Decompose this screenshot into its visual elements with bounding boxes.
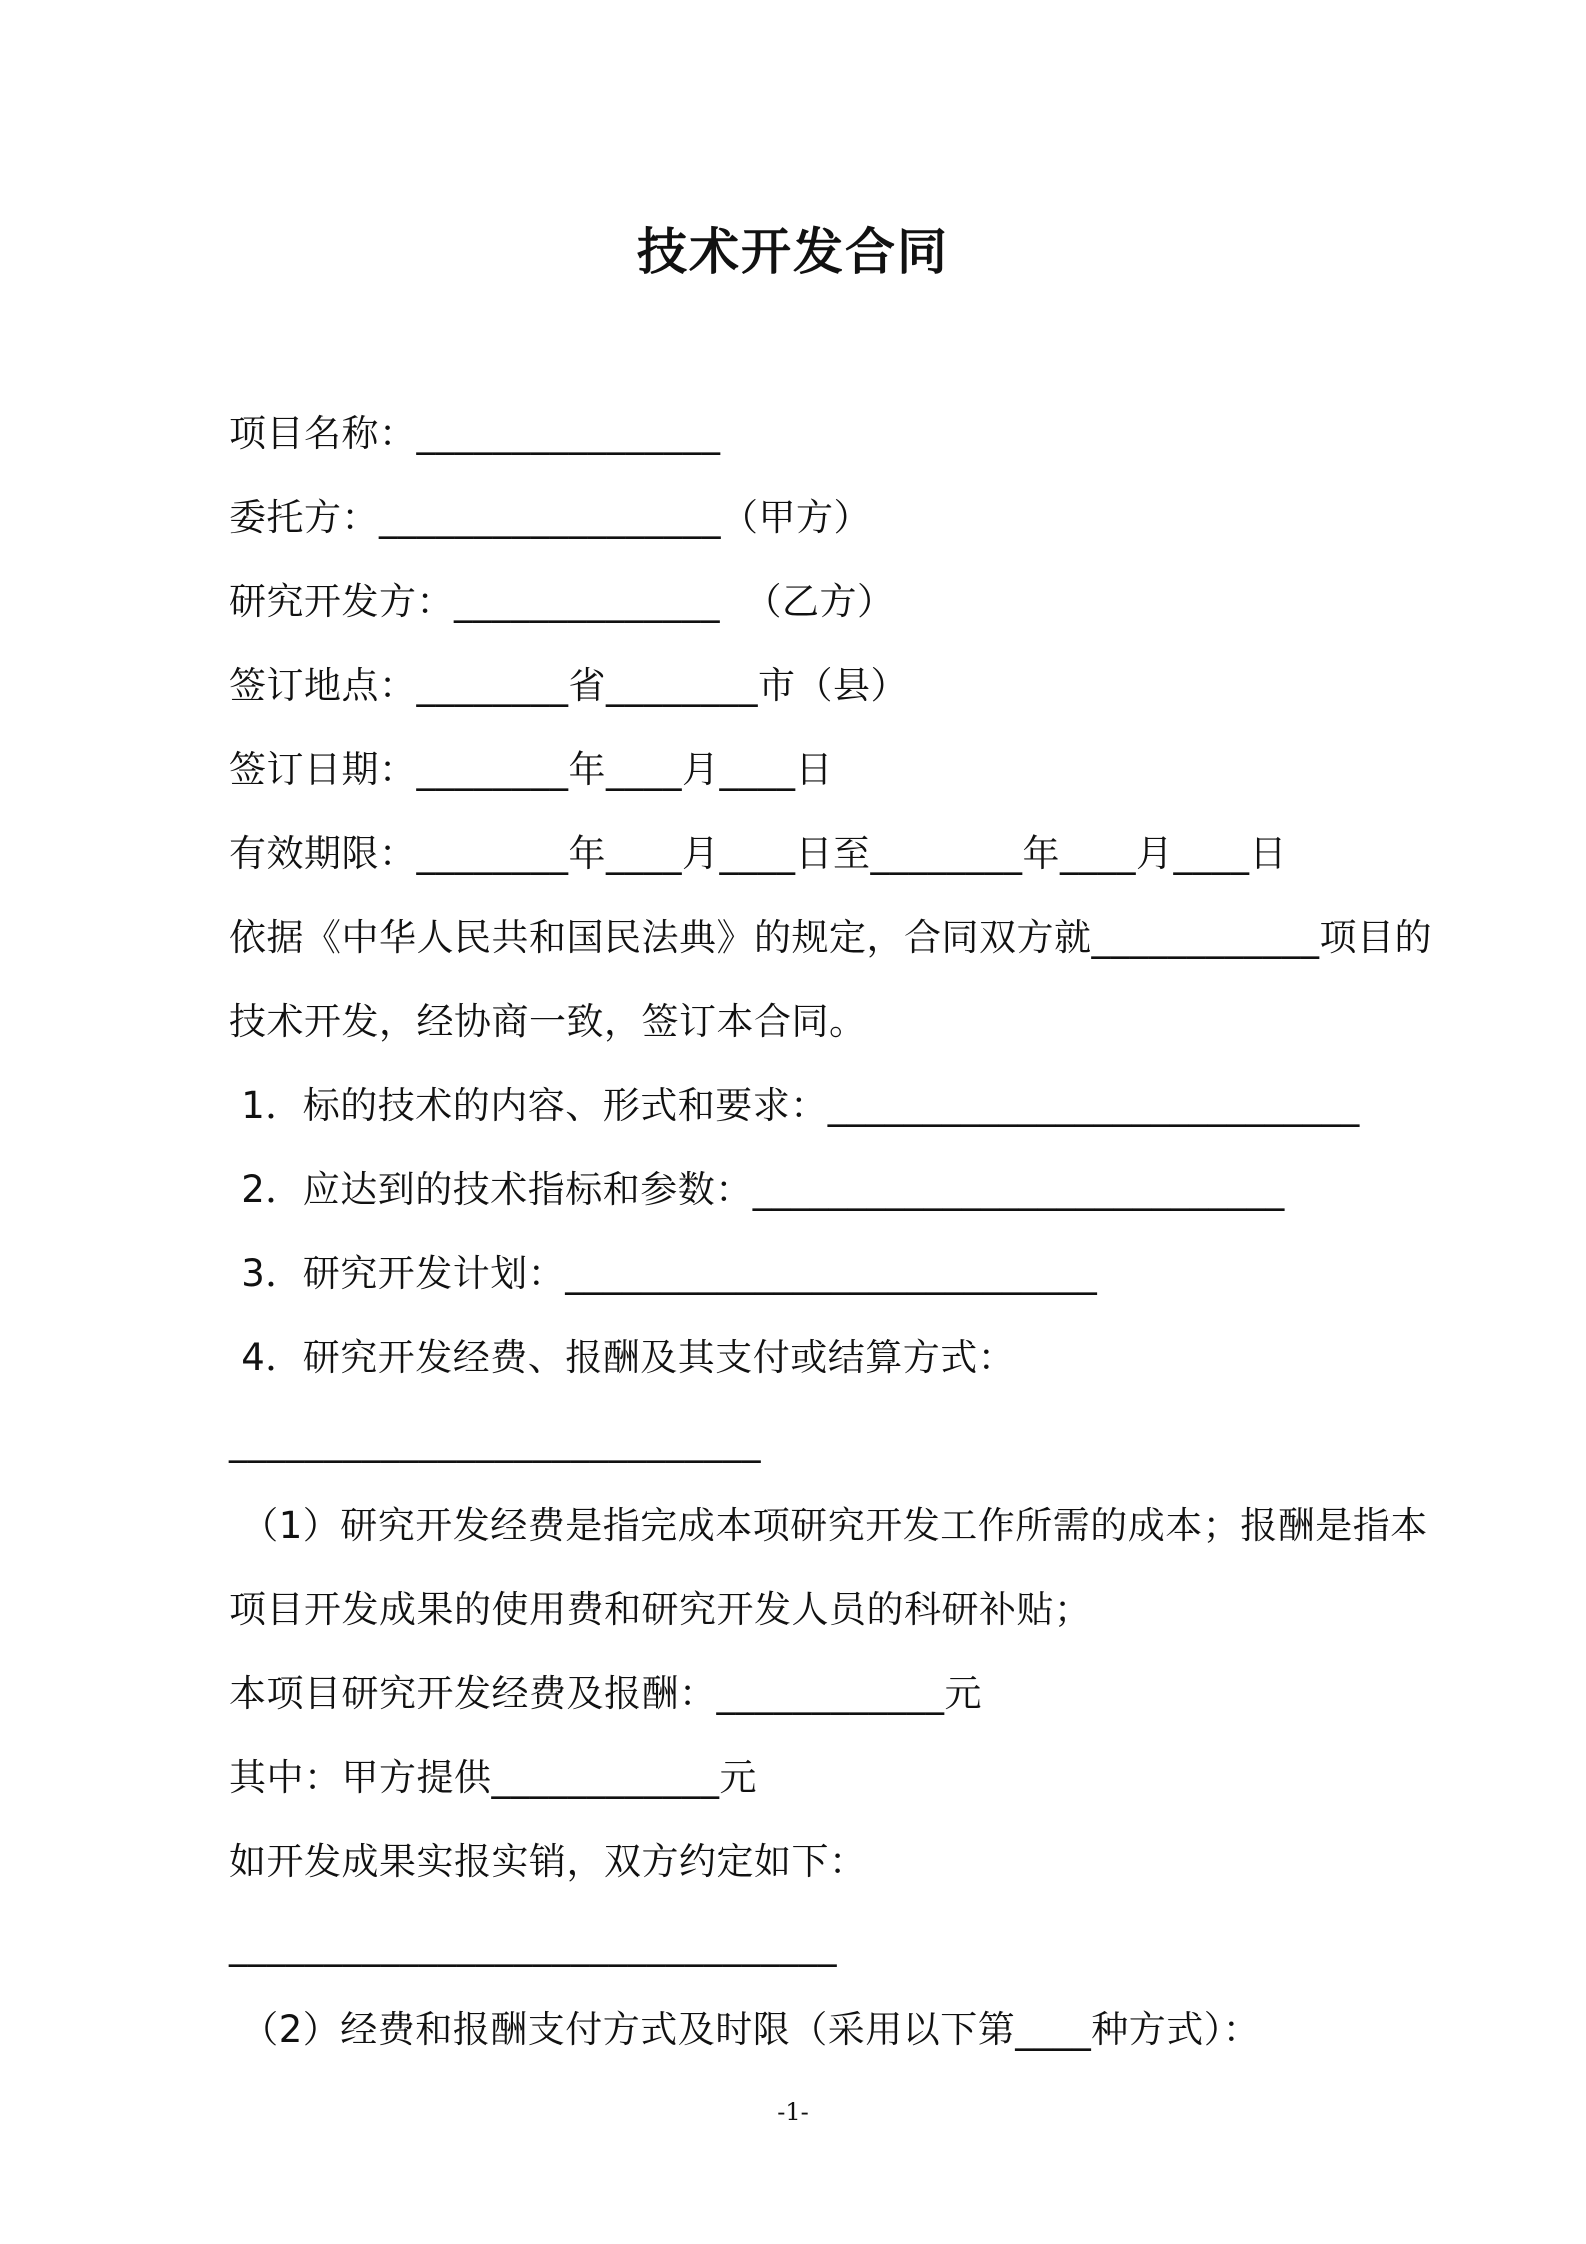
preamble-line-2: 技术开发，经协商一致，签订本合同。 bbox=[229, 1000, 867, 1043]
clause-4-line: 4．研究开发经费、报酬及其支付或结算方式： bbox=[229, 1336, 1016, 1379]
total-funding-line: 本项目研究开发经费及报酬：____________元 bbox=[229, 1672, 982, 1715]
document-title: 技术开发合同 bbox=[637, 223, 949, 281]
actual-cost-agreement-line: 如开发成果实报实销，双方约定如下： bbox=[229, 1840, 867, 1883]
clause-2-line: 2．应达到的技术指标和参数：____________________________ bbox=[229, 1168, 1285, 1211]
developer-party-line: 研究开发方：______________ （乙方） bbox=[229, 580, 895, 623]
validity-period-line: 有效期限：________年____月____日至________年____月____日 bbox=[229, 832, 1287, 875]
client-party-line: 委托方：__________________（甲方） bbox=[229, 496, 871, 539]
clause-4-2-line: （2）经费和报酬支付方式及时限（采用以下第____种方式）： bbox=[229, 2008, 1261, 2051]
clause-4-blank-line: ____________________________ bbox=[229, 1420, 761, 1463]
page-number: -1- bbox=[777, 2098, 809, 2126]
preamble-line-1: 依据《中华人民共和国民法典》的规定，合同双方就____________项目的 bbox=[229, 916, 1432, 959]
clause-1-line: 1．标的技术的内容、形式和要求：____________________________ bbox=[229, 1084, 1360, 1127]
signing-place-line: 签订地点：________省________市（县） bbox=[229, 664, 908, 707]
clause-4-1-line-2: 项目开发成果的使用费和研究开发人员的科研补贴； bbox=[229, 1588, 1092, 1631]
party-a-funding-line: 其中：甲方提供____________元 bbox=[229, 1756, 757, 1799]
project-name-line: 项目名称：________________ bbox=[229, 412, 721, 455]
clause-4-1-line-1: （1）研究开发经费是指完成本项研究开发工作所需的成本；报酬是指本 bbox=[229, 1504, 1428, 1547]
signing-date-line: 签订日期：________年____月____日 bbox=[229, 748, 833, 791]
clause-3-line: 3．研究开发计划：____________________________ bbox=[229, 1252, 1098, 1295]
agreement-blank-line: ________________________________ bbox=[229, 1924, 837, 1967]
